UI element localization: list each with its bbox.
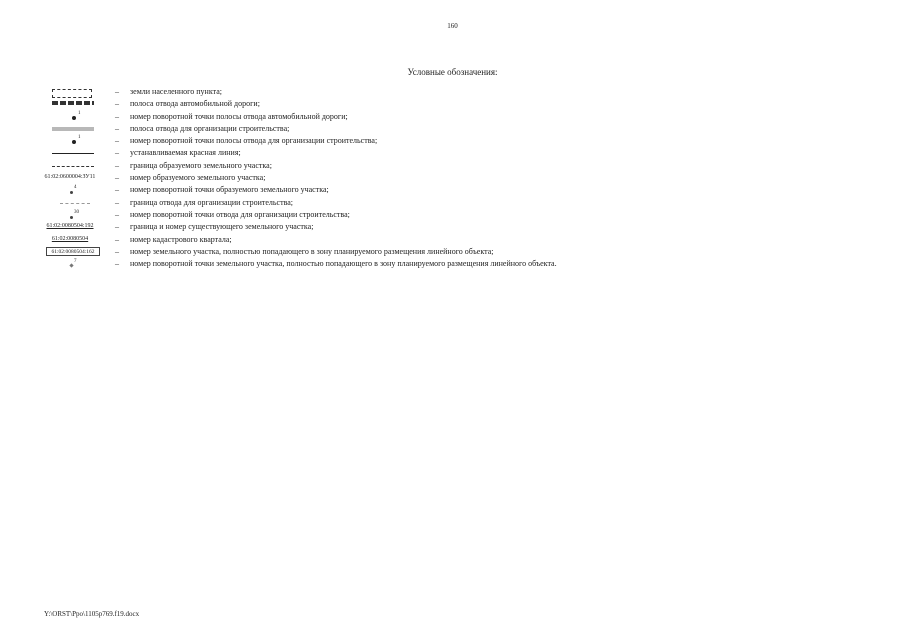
footer-file-path: Y:\ORST\Ppo\1105p769.f19.docx xyxy=(44,610,140,618)
legend-dash: – xyxy=(115,185,119,195)
legend-dash: – xyxy=(115,222,119,232)
parcel-number-symbol: 61:02:0600004:ЗУ11 xyxy=(44,174,96,181)
zone-point-symbol xyxy=(40,258,100,270)
settlement-boundary-symbol xyxy=(40,86,100,98)
legend-dash: – xyxy=(115,160,119,170)
legend-description: земли населенного пункта; xyxy=(130,87,222,96)
legend-dash: – xyxy=(115,234,119,244)
legend-dash: – xyxy=(115,111,119,121)
road-point-symbol xyxy=(40,111,100,123)
legend-dash: – xyxy=(115,87,119,96)
construction-strip-point-symbol xyxy=(40,135,100,147)
point-label: 1 xyxy=(78,110,81,116)
construction-strip-symbol xyxy=(40,123,100,135)
legend-dash: – xyxy=(115,136,119,146)
zone-parcel-label: 61:02:0080504:162 xyxy=(46,247,100,256)
legend-description: полоса отвода для организации строительства; xyxy=(130,123,290,133)
existing-parcel-symbol: 61:02:0080504:192 xyxy=(46,223,94,230)
page-number: 160 xyxy=(447,22,458,30)
legend-dash: – xyxy=(115,209,119,219)
legend-dash: – xyxy=(115,246,119,256)
construction-border-symbol xyxy=(40,197,100,209)
point-label: 30 xyxy=(74,209,79,215)
legend-description: номер поворотной точки отвода для организации строительства; xyxy=(130,209,350,219)
legend-description: полоса отвода автомобильной дороги; xyxy=(130,99,260,109)
legend-title: Условные обозначения: xyxy=(407,67,498,77)
legend-description: номер поворотной точки полосы отвода автомобильной дороги; xyxy=(130,111,348,121)
construction-point-symbol xyxy=(40,209,100,221)
legend-dash: – xyxy=(115,123,119,133)
parcel-point-symbol xyxy=(40,184,100,196)
legend-description: граница отвода для организации строительства; xyxy=(130,197,294,207)
legend-dash: – xyxy=(115,259,119,269)
point-label: 7 xyxy=(74,259,77,265)
road-strip-symbol xyxy=(40,98,100,110)
legend-description: граница и номер существующего земельного участка; xyxy=(130,222,314,232)
red-line-symbol xyxy=(40,147,100,159)
legend-description: номер поворотной точки полосы отвода для организации строительства; xyxy=(130,136,378,146)
parcel-boundary-symbol xyxy=(40,160,100,172)
legend-dash: – xyxy=(115,99,119,109)
legend-dash: – xyxy=(115,197,119,207)
point-label: 1 xyxy=(78,135,81,141)
legend-dash: – xyxy=(115,173,119,183)
legend-description: номер кадастрового квартала; xyxy=(130,234,232,244)
legend-description: номер поворотной точки образуемого земельного участка; xyxy=(130,185,329,195)
legend-description: устанавливаемая красная линия; xyxy=(130,148,241,158)
cadastral-quarter-symbol: 61:02:0080504 xyxy=(51,235,89,242)
legend-description: граница образуемого земельного участка; xyxy=(130,160,272,170)
legend-description: номер земельного участка, полностью попадающего в зону планируемого размещения линейного объекта; xyxy=(130,246,494,256)
legend-description: номер образуемого земельного участка; xyxy=(130,173,266,183)
legend-description: номер поворотной точки земельного участка, полностью попадающего в зону планируемого размещения линейного объекта. xyxy=(130,259,557,269)
legend-dash: – xyxy=(115,148,119,158)
point-label: 4 xyxy=(74,185,77,191)
zone-parcel-symbol xyxy=(40,246,100,258)
